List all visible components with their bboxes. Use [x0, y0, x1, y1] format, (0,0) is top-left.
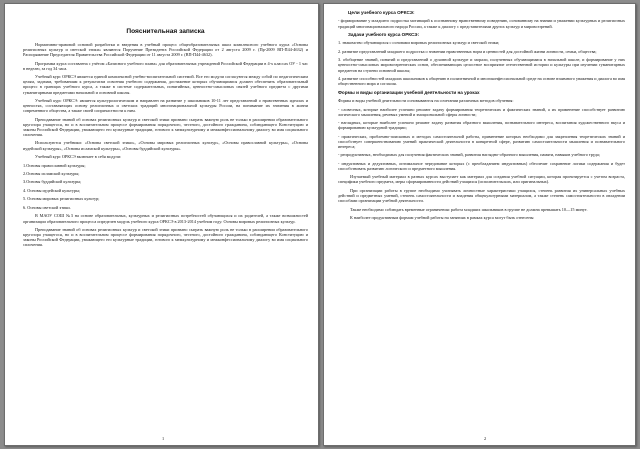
module-list-item: 3.Основы буддийской культуры; [23, 179, 82, 185]
goals-text: - формирование у младшего подростка мотиваций к осознанному нравственному поведению, основанному на знании и уважении культурных и религиозных традиций многонационального народа России, а также к диалогу с представителями других культур и мировоззрений. [338, 18, 625, 29]
page-1-body [23, 42, 308, 247]
tasks-list [338, 40, 625, 86]
module-list-item: 6. Основы светской этики. [23, 204, 71, 210]
paragraph: Преподавание знаний об основах религиозных культур и светской этики призвано сыграть важную роль не только в расширении образовательного кругозора учащегося, но и в воспитательном процессе формирования порядочного, честного, достойного гражданина, соблюдающего Конституцию и законы Российской Федерации, уважающего его культурные традиции, готового к межкультурному и межконфессиональному диалогу во имя социального сплочения. [23, 116, 308, 137]
method-item: - репродуктивных, необходимых для получения фактических знаний, развития наглядно-образного мышления, памяти, навыков учебного труда; [338, 152, 600, 158]
module-list-item: 5. Основы мировых религиозных культур; [23, 196, 100, 202]
page-2-body [338, 174, 625, 220]
method-item: - практических, проблемно-поисковых и методах самостоятельной работы, применение которых необходимо для закрепления теоретических знаний и способствует совершенствованию умений практической деятельности в конкретной сфере, развитию самостоятельности мышления и познавательного интереса; [338, 133, 625, 149]
task-item: 2. развитие представлений младшего подростка о значении нравственных норм и ценностей для достойной жизни личности, семьи, общества; [338, 48, 597, 54]
paragraph: Преподавание знаний об основах религиозных культур и светской этики призвано сыграть важную роль не только в расширении образовательного кругозора учащегося, но и в воспитательном процессе формирования порядочного, честного, достойного гражданина, соблюдающего Конституцию и законы Российской Федерации, уважающего его культурные традиции, готового к межкультурному и межконфессиональному диалогу во имя социального сплочения. [23, 227, 308, 248]
tasks-heading: Задачи учебного курса ОРКСЭ: [348, 31, 420, 37]
document-title: Пояснительная записка [126, 28, 205, 35]
method-item: - словесных, которые наиболее успешно решают задачу формирования теоретических и фактических знаний, а их применение способствует развитию логического мышления, речевых умений и эмоциональной сферы личности; [338, 106, 625, 117]
paragraph: Также необходимо соблюдать временные ограничения: работа младших школьников в группе не должна превышать 10—15 минут. [350, 206, 588, 212]
methods-list [338, 107, 625, 172]
forms-intro: Формы и виды учебной деятельности основываются на сочетании различных методов обучения: [338, 98, 514, 104]
document-page-1 [4, 3, 319, 446]
paragraph: К наиболее продуктивным формам учебной работы на занятиях в рамках курса могут быть отнесены [350, 215, 534, 221]
forms-heading: Формы и виды организации учебной деятельности на уроках [338, 89, 480, 95]
paragraph: В МАОУ СОШ №3 на основе образовательных, культурных и религиозных потребностей обучающихся и их родителей, а также возможностей организации образовательного процесса определен модуль учебного курса ОРКСЭ в 2013-2014 учебном году: Основы мировых религиозных культур. [23, 213, 308, 224]
method-item: - индуктивных и дедуктивных, оптимальное чередование которых (с преобладанием индуктивных) обеспечит сохранение логики содержания и будет способствовать развитию логического и предметного мышления. [338, 160, 625, 171]
page-number: 2 [484, 436, 487, 441]
task-item: 3. обобщение знаний, понятий и представлений о духовной культуре и морали, полученных обучающимися в начальной школе, и формирование у них ценностно-смысловых мировоззренческих основ, обеспечивающих целостное восприятие отечественной истории и культуры при изучении гуманитарных предметов на ступени основной школы; [338, 57, 625, 73]
paragraph: Изучаемый учебный материал в разных курсах выступает как материал для создания учебной ситуации, которая проектируется с учетом возраста, специфики учебного предмета, меры сформированности действий учащихся (исполнительских, или оригинальных). [338, 174, 625, 185]
paragraph: Нормативно-правовой основой разработки и введения в учебный процесс общеобразовательных школ комплексного учебного курса «Основы религиозных культур и светской этики» являются Поручение Президента Российской Федерации от 2 августа 2009 г. (Пр-2009 ВП-П44-4632) и Распоряжение Председателя Правительства Российской Федерации от 11 августа 2009 г. (ВП-П44-4632). [23, 42, 308, 58]
paragraph: Учебный курс ОРКСЭ включает в себя модули: [35, 154, 122, 160]
goals-heading: Цели учебного курса ОРКСЭ: [348, 10, 415, 15]
module-list-item: 4. Основы иудейской культуры; [23, 187, 81, 193]
paragraph: Используются учебники: «Основы светской этики», «Основы мировых религиозных культур», «Основы православной культуры», «Основы иудейской культуры», «Основы исламской культуры», «Основы буддийской культуры». [23, 140, 308, 151]
paragraph: Программа курса составлена с учётом «Базисного учебного плана» для образовательных учреждений Российской Федерации в 4-х классах ОУ - 1 час в неделю, за год 34 часа. [23, 60, 308, 71]
page-number: 1 [162, 436, 165, 441]
paragraph: Учебный курс ОРКСЭ является единой комплексной учебно-воспитательной системой. Все его модули согласуются между собой по педагогическим целям, задачам, требованиям к результатам освоения учебного содержания, достижение которых обучающимися должен обеспечить образовательный процесс в границах учебного курса, а также в системе содержательных, понятийных, ценностно-смысловых связей учебного предмета с другими гуманитарными предметами начальной и основной школы. [23, 74, 308, 95]
module-list-item: 1.Основы православной культуры; [23, 162, 86, 168]
document-page-2 [323, 3, 636, 446]
method-item: - наглядных, которые наиболее успешно решают задачу развития образного мышления, познавательного интереса, воспитания художественного вкуса и формированию культурной традиции; [338, 120, 625, 131]
task-item: 1. знакомство обучающихся с основами мировых религиозных культур и светской этики; [338, 40, 500, 46]
module-list-item: 2.Основы исламской культуры; [23, 171, 80, 176]
paragraph: Учебный курс ОРКСЭ: является культурологическим и направлен на развитие у школьников 10-11 лет представлений о нравственных идеалах и ценностях, составляющих основу религиозных и светских традиций многонациональной культуры России, на понимание их значения в жизни современного общества, а также своей сопричастности к ним. [23, 98, 308, 114]
task-item: 4. развитие способностей младших школьников к общению в полиэтничной и многоконфессиональной среде на основе взаимного уважения и диалога во имя общественного мира и согласия. [338, 76, 625, 87]
paragraph: При организации работы в группе необходимо учитывать личностные характеристики учащихся, степень развития их универсальных учебных действий и предметных умений, степень самостоятельности и владения общекультурными материалом, а также степень самостоятельности в овладении способами организации учебной деятельности. [338, 187, 625, 204]
